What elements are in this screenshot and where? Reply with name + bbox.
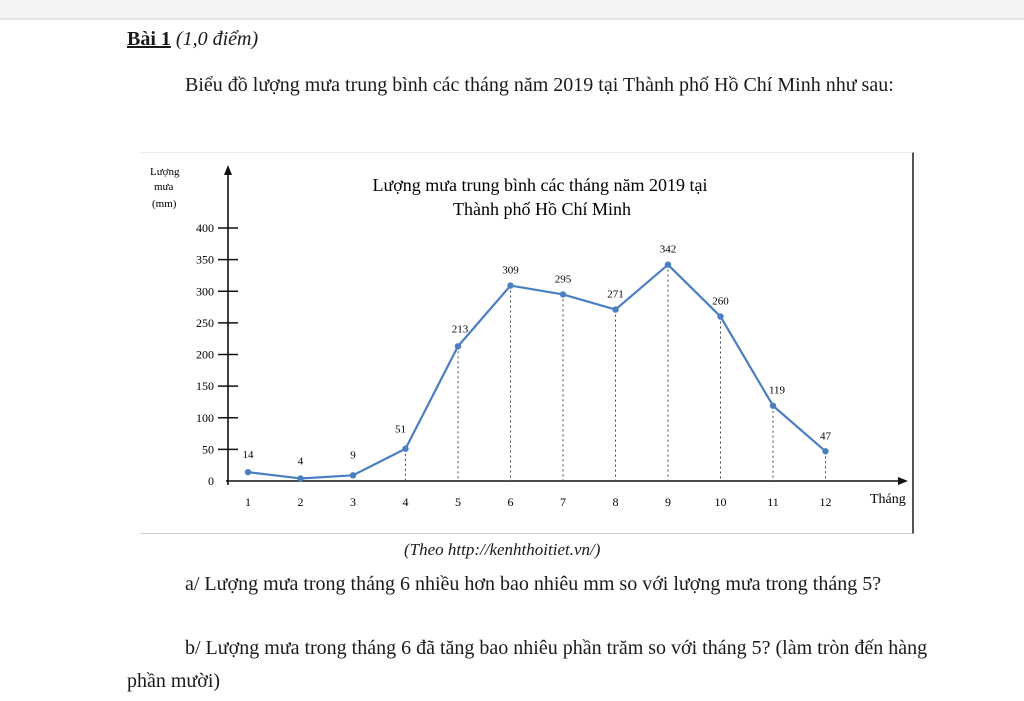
y-axis-label-line1: Lượng [150, 166, 180, 178]
x-tick-label: 6 [507, 495, 514, 509]
x-tick-label: 4 [402, 495, 409, 509]
data-label: 51 [395, 423, 406, 436]
data-label: 342 [659, 243, 677, 256]
data-point [245, 469, 251, 475]
rainfall-series-line [248, 265, 826, 479]
x-tick-label: 3 [350, 495, 356, 509]
data-label: 271 [607, 288, 624, 301]
x-tick-label: 12 [819, 495, 832, 509]
data-point [350, 472, 356, 478]
x-tick-label: 8 [612, 495, 619, 509]
data-point [402, 446, 408, 452]
y-axis-arrow [224, 165, 232, 175]
chart-title-line1: Lượng mưa trung bình các tháng năm 2019 tại [372, 175, 708, 195]
y-tick-label: 150 [196, 379, 214, 394]
x-axis-label: Tháng [870, 492, 906, 507]
data-point [770, 403, 776, 409]
data-point [717, 313, 723, 319]
top-bar [0, 0, 1024, 20]
y-tick-label: 100 [196, 410, 214, 425]
x-tick-label: 7 [560, 495, 566, 509]
rainfall-chart-svg [140, 153, 912, 533]
y-tick-label: 350 [196, 252, 214, 267]
question-b: b/ Lượng mưa trong tháng 6 đã tăng bao nhiêu phần trăm so với tháng 5? (làm tròn đến hàng phần mười) [127, 637, 928, 692]
x-tick-label: 10 [714, 495, 727, 509]
y-tick-label: 250 [196, 315, 214, 330]
data-point [665, 261, 671, 267]
x-tick-label: 1 [245, 495, 251, 509]
exercise-number: Bài 1 [127, 28, 171, 50]
x-tick-label: 5 [455, 495, 461, 509]
y-tick-label: 300 [196, 284, 214, 299]
x-tick-label: 2 [297, 495, 304, 509]
x-tick-label: 9 [665, 495, 671, 509]
rainfall-chart [140, 152, 914, 534]
data-point [507, 282, 513, 288]
data-label: 9 [350, 449, 356, 462]
data-point [455, 343, 461, 349]
chart-source: (Theo http://kenhthoitiet.vn/) [404, 540, 601, 559]
data-point [560, 291, 566, 297]
y-tick-label: 400 [196, 221, 214, 235]
y-tick-label: 0 [208, 474, 214, 488]
data-label: 213 [451, 323, 469, 336]
data-label: 309 [502, 264, 519, 277]
data-point [822, 448, 828, 454]
data-label: 295 [554, 273, 572, 286]
data-point [612, 306, 618, 312]
data-label: 47 [820, 430, 831, 443]
y-tick-label: 50 [202, 442, 214, 457]
chart-title-line2: Thành phố Hồ Chí Minh [453, 199, 631, 219]
x-axis-arrow [898, 477, 908, 485]
data-label: 4 [297, 455, 304, 468]
exercise-heading [127, 28, 258, 51]
data-point [297, 475, 303, 481]
x-tick-label: 11 [767, 495, 779, 509]
exercise-intro: Biểu đồ lượng mưa trung bình các tháng năm 2019 tại Thành phố Hồ Chí Minh như sau: [185, 74, 894, 96]
data-label: 14 [242, 449, 254, 462]
y-tick-label: 200 [196, 347, 214, 362]
exercise-points: (1,0 điểm) [175, 28, 259, 50]
y-axis-label-line3: (mm) [152, 198, 177, 210]
data-label: 260 [712, 295, 729, 308]
data-label: 119 [768, 384, 786, 397]
y-axis-label-line2: mưa [154, 181, 174, 193]
question-a: a/ Lượng mưa trong tháng 6 nhiều hơn bao nhiêu mm so với lượng mưa trong tháng 5? [185, 573, 882, 595]
